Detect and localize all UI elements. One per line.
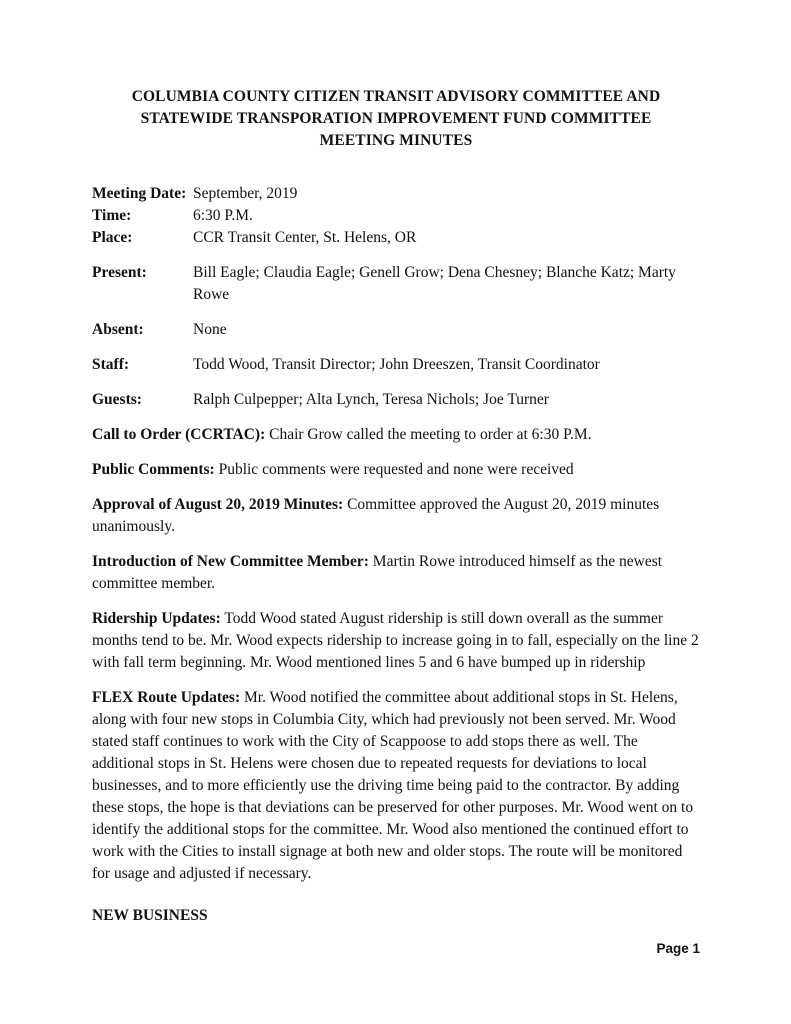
call-to-order-text: Chair Grow called the meeting to order at 6:30 P.M.: [269, 426, 592, 443]
flex-route-updates-heading: FLEX Route Updates:: [92, 689, 241, 706]
new-business-heading: NEW BUSINESS: [92, 907, 208, 924]
guests-label: Guests:: [92, 391, 142, 408]
place-value: CCR Transit Center, St. Helens, OR: [193, 229, 417, 246]
present-value: Bill Eagle; Claudia Eagle; Genell Grow; Dena Chesney; Blanche Katz; Marty Rowe: [193, 264, 676, 303]
minutes-approval-text: Committee approved the August 20, 2019 minutes unanimously.: [92, 496, 660, 535]
present-label: Present:: [92, 264, 147, 281]
minutes-approval-heading: Approval of August 20, 2019 Minutes:: [92, 496, 344, 513]
staff-label: Staff:: [92, 356, 130, 373]
staff-row: [92, 354, 700, 376]
absent-value: None: [193, 321, 227, 338]
staff-value: Todd Wood, Transit Director; John Dreeszen, Transit Coordinator: [193, 356, 600, 373]
meeting-date-value: September, 2019: [193, 185, 298, 202]
public-comments-text: Public comments were requested and none were received: [218, 461, 574, 478]
ridership-updates-text: Todd Wood stated August ridership is still down overall as the summer months tend to be. Mr. Wood expects ridership to increase going in to fall, especially on the line 2 with fall term beginning. Mr. Wood mentioned lines 5 and 6 have bumped up in ridership: [92, 610, 699, 671]
place-row: [92, 227, 700, 249]
title-line-2: STATEWIDE TRANSPORATION IMPROVEMENT FUND COMMITTEE: [140, 110, 652, 127]
call-to-order-heading: Call to Order (CCRTAC):: [92, 426, 266, 443]
document-title: [92, 86, 700, 152]
flex-route-updates-paragraph: [92, 687, 700, 885]
flex-route-updates-text: Mr. Wood notified the committee about additional stops in St. Helens, along with four new stops in Columbia City, which had previously not been served. Mr. Wood stated staff continues to work with the City of Scappoose to add stops there as well. The additional stops in St. Helens were chosen due to repeated requests for deviations to local businesses, and to more efficiently use the driving time being paid to the contractor. By adding these stops, the hope is that deviations can be preserved for other purposes. Mr. Wood went on to identify the additional stops for the committee. Mr. Wood also mentioned the continued effort to work with the Cities to install signage at both new and older stops. The route will be monitored for usage and adjusted if necessary.: [92, 689, 694, 882]
guests-value: Ralph Culpepper; Alta Lynch, Teresa Nichols; Joe Turner: [193, 391, 549, 408]
place-label: Place:: [92, 229, 133, 246]
time-row: [92, 205, 700, 227]
new-member-heading: Introduction of New Committee Member:: [92, 553, 369, 570]
title-line-3: MEETING MINUTES: [319, 132, 473, 149]
ridership-updates-paragraph: [92, 608, 700, 674]
public-comments-paragraph: [92, 459, 700, 481]
guests-row: [92, 389, 700, 411]
time-label: Time:: [92, 207, 132, 224]
absent-label: Absent:: [92, 321, 144, 338]
title-line-1: COLUMBIA COUNTY CITIZEN TRANSIT ADVISORY COMMITTEE AND: [131, 88, 661, 105]
call-to-order-paragraph: [92, 424, 700, 446]
meeting-date-label: Meeting Date:: [92, 185, 187, 202]
public-comments-heading: Public Comments:: [92, 461, 215, 478]
present-row: [92, 262, 700, 306]
new-member-text: Martin Rowe introduced himself as the newest committee member.: [92, 553, 663, 592]
page-number: Page 1: [656, 941, 700, 956]
absent-row: [92, 319, 700, 341]
ridership-updates-heading: Ridership Updates:: [92, 610, 221, 627]
meeting-info-block: [92, 183, 700, 249]
time-value: 6:30 P.M.: [193, 207, 253, 224]
new-member-paragraph: [92, 551, 700, 595]
meeting-date-row: [92, 183, 700, 205]
minutes-approval-paragraph: [92, 494, 700, 538]
